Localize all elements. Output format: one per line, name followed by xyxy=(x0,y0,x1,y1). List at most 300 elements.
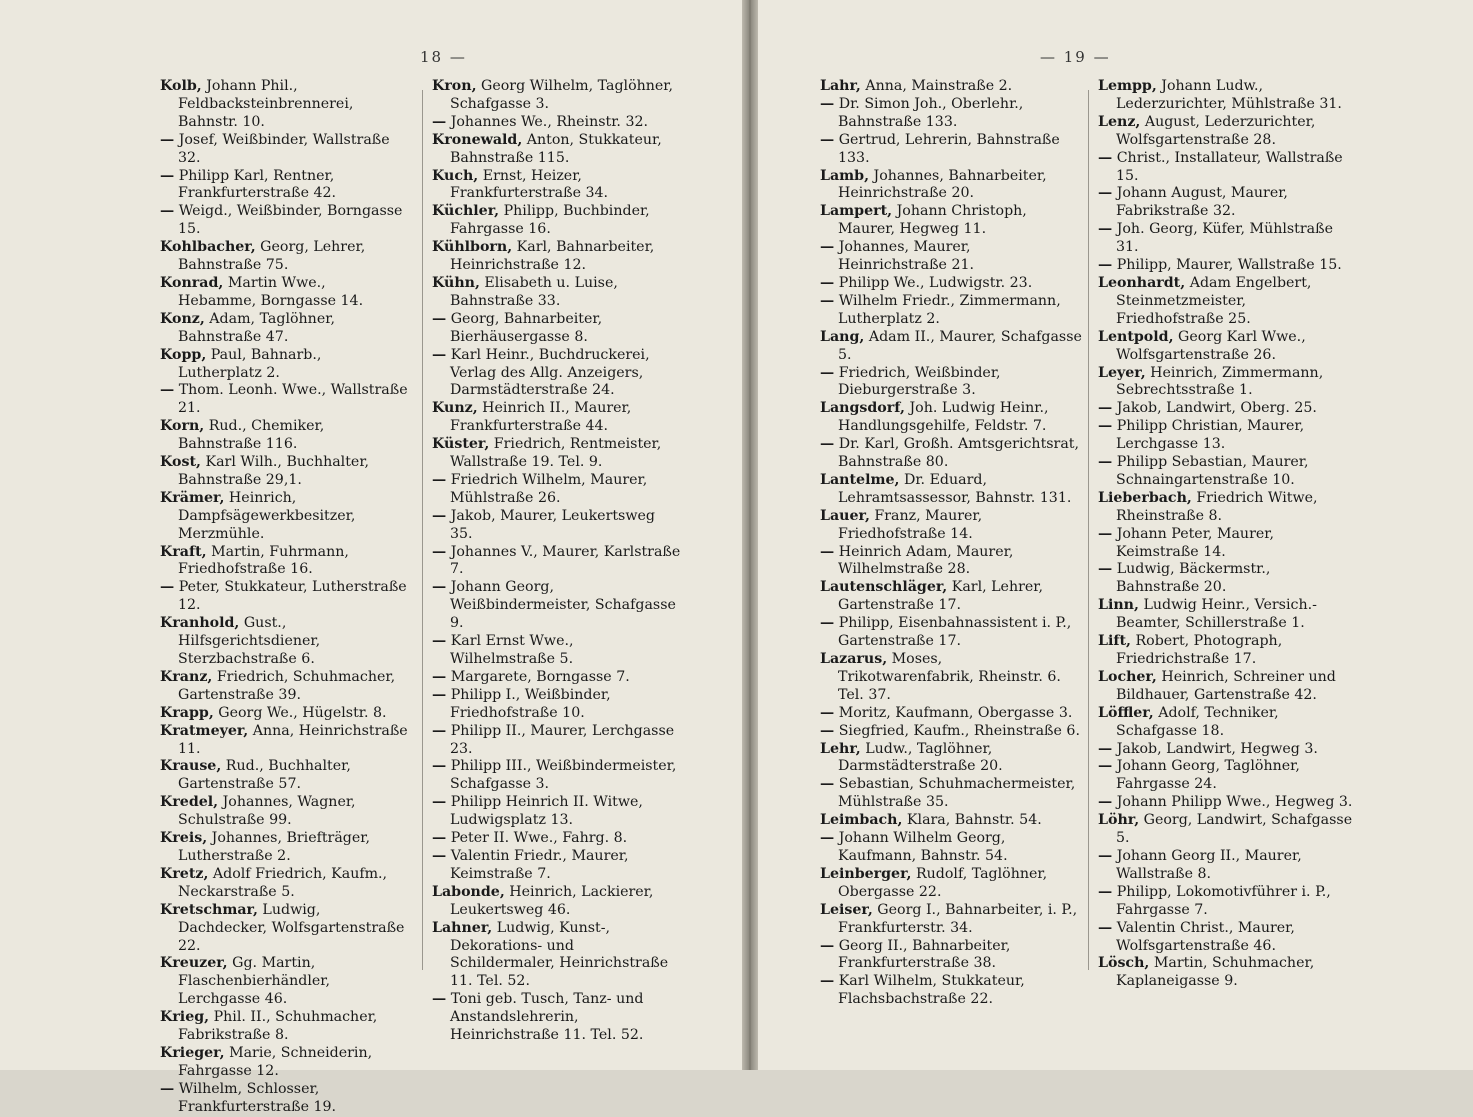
directory-entry xyxy=(1098,185,1353,221)
directory-entry xyxy=(160,1045,408,1081)
directory-entry xyxy=(432,723,682,759)
directory-entry xyxy=(160,78,408,132)
entry-surname: — xyxy=(1098,561,1113,578)
directory-entry xyxy=(1098,454,1353,490)
entry-details: Anna, Heinrichstraße 11. xyxy=(178,722,408,757)
entry-surname: — xyxy=(1098,418,1113,435)
directory-entry xyxy=(432,848,682,884)
entry-surname: Linn, xyxy=(1098,597,1139,614)
directory-entry xyxy=(820,705,1082,723)
entry-details: Johann Georg, Weißbindermeister, Schafgasse 9. xyxy=(446,579,676,632)
entry-details: Heinrich, Zimmermann, Sebrechtsstraße 1. xyxy=(1116,364,1324,399)
entry-details: Karl Wilh., Buchhalter, Bahnstraße 29,1. xyxy=(178,454,370,488)
directory-entry xyxy=(820,723,1082,741)
entry-details: Elisabeth u. Luise, Bahnstraße 33. xyxy=(450,274,618,309)
entry-surname: Labonde, xyxy=(432,883,505,900)
entry-surname: — xyxy=(1098,740,1113,757)
directory-entry xyxy=(1098,669,1353,705)
directory-entry xyxy=(160,758,408,794)
directory-entry xyxy=(160,723,408,759)
entry-details: Johann Wilhelm Georg, Kaufmann, Bahnstr. 54. xyxy=(834,830,1008,864)
entry-surname: Kühlborn, xyxy=(432,239,513,256)
entry-surname: Lamb, xyxy=(820,167,870,184)
entry-details: Adam Engelbert, Steinmetzmeister, Friedhofstraße 25. xyxy=(1116,274,1312,327)
directory-entry xyxy=(160,705,408,723)
directory-entry xyxy=(820,132,1082,168)
directory-entry xyxy=(160,311,408,347)
entry-details: Philipp, Buchbinder, Fahrgasse 16. xyxy=(450,203,650,238)
directory-entry xyxy=(1098,150,1353,186)
directory-entry xyxy=(1098,114,1353,150)
entry-surname: — xyxy=(432,543,447,560)
directory-entry xyxy=(1098,920,1353,956)
entry-details: Johann Georg II., Maurer, Wallstraße 8. xyxy=(1112,847,1302,882)
directory-entry xyxy=(160,830,408,866)
entry-surname: Lahner, xyxy=(432,919,493,936)
entry-surname: Kredel, xyxy=(160,794,219,811)
directory-entry xyxy=(432,311,682,347)
entry-details: Philipp Heinrich II. Witwe, Ludwigsplatz 13. xyxy=(446,794,643,829)
entry-surname: Leiser, xyxy=(820,901,873,918)
entry-surname: Kolb, xyxy=(160,78,202,94)
entry-details: Klara, Bahnstr. 54. xyxy=(902,812,1042,829)
right-column-2 xyxy=(1098,78,1353,991)
entry-details: Philipp, Eisenbahnassistent i. P., Gartenstraße 17. xyxy=(834,615,1072,650)
entry-surname: — xyxy=(820,131,835,148)
entry-details: Rud., Buchhalter, Gartenstraße 57. xyxy=(178,758,351,793)
directory-entry xyxy=(820,651,1082,705)
directory-entry xyxy=(432,508,682,544)
entry-details: Karl Heinr., Buchdruckerei, Verlag des Allg. Anzeigers, Darmstädterstraße 24. xyxy=(446,346,650,399)
entry-surname: Langsdorf, xyxy=(820,400,905,417)
directory-entry xyxy=(820,973,1082,1009)
directory-entry xyxy=(820,329,1082,365)
entry-surname: Kuch, xyxy=(432,167,479,184)
directory-entry xyxy=(432,114,682,132)
directory-entry xyxy=(432,830,682,848)
directory-entry xyxy=(1098,365,1353,401)
entry-surname: Lieberbach, xyxy=(1098,489,1192,506)
entry-details: Martin Wwe., Hebamme, Borngasse 14. xyxy=(178,274,364,309)
entry-surname: Kühn, xyxy=(432,274,480,291)
entry-surname: Leyer, xyxy=(1098,364,1146,381)
entry-details: Karl, Lehrer, Gartenstraße 17. xyxy=(838,579,1044,614)
entry-details: Moritz, Kaufmann, Obergasse 3. xyxy=(834,704,1073,721)
entry-surname: — xyxy=(160,382,175,399)
entry-details: Margarete, Borngasse 7. xyxy=(446,668,630,685)
directory-entry xyxy=(820,830,1082,866)
entry-details: Joh. Georg, Küfer, Mühlstraße 31. xyxy=(1112,221,1333,256)
entry-details: Johann Ludw., Lederzurichter, Mühlstraße 31. xyxy=(1116,78,1342,112)
entry-surname: Löffler, xyxy=(1098,704,1154,721)
entry-details: Weigd., Weißbinder, Borngasse 15. xyxy=(174,203,403,238)
entry-surname: — xyxy=(160,1080,175,1097)
directory-entry xyxy=(820,239,1082,275)
entry-surname: Kronewald, xyxy=(432,131,523,148)
entry-surname: Kratmeyer, xyxy=(160,722,249,739)
entry-surname: Konrad, xyxy=(160,274,224,291)
entry-details: Johann August, Maurer, Fabrikstraße 32. xyxy=(1112,185,1288,220)
directory-entry xyxy=(160,544,408,580)
entry-details: Johannes, Bahnarbeiter, Heinrichstraße 20. xyxy=(838,167,1047,202)
directory-entry xyxy=(820,741,1082,777)
entry-details: Georg Karl Wwe., Wolfsgartenstraße 26. xyxy=(1116,328,1306,363)
entry-surname: — xyxy=(160,203,175,220)
entry-details: Karl Ernst Wwe., Wilhelmstraße 5. xyxy=(446,633,574,667)
right-page xyxy=(758,0,1473,1070)
entry-surname: Kretz, xyxy=(160,865,209,882)
directory-entry xyxy=(820,812,1082,830)
entry-details: Georg We., Hügelstr. 8. xyxy=(213,704,387,721)
entry-surname: — xyxy=(1098,794,1113,811)
entry-details: Dr. Simon Joh., Oberlehr., Bahnstraße 133. xyxy=(834,95,1024,130)
entry-details: Johannes We., Rheinstr. 32. xyxy=(446,113,649,130)
entry-details: Valentin Friedr., Maurer, Keimstraße 7. xyxy=(446,847,629,882)
entry-surname: Konz, xyxy=(160,310,205,327)
entry-surname: — xyxy=(1098,847,1113,864)
directory-entry xyxy=(160,866,408,902)
entry-details: Georg, Bahnarbeiter, Bierhäusergasse 8. xyxy=(446,310,603,345)
entry-details: Peter, Stukkateur, Lutherstraße 12. xyxy=(174,579,407,614)
left-column-2 xyxy=(432,78,682,1045)
entry-surname: — xyxy=(432,310,447,327)
entry-details: Rud., Chemiker, Bahnstraße 116. xyxy=(178,418,325,453)
entry-details: Jakob, Maurer, Leukertsweg 35. xyxy=(446,507,655,542)
directory-entry xyxy=(1098,526,1353,562)
directory-entry xyxy=(432,633,682,669)
directory-entry xyxy=(820,866,1082,902)
entry-surname: — xyxy=(820,704,835,721)
entry-surname: — xyxy=(432,668,447,685)
directory-entry xyxy=(1098,418,1353,454)
directory-entry xyxy=(432,275,682,311)
entry-details: Wilhelm Friedr., Zimmermann, Lutherplatz 2. xyxy=(834,292,1061,327)
entry-surname: Lauer, xyxy=(820,507,870,524)
entry-details: Sebastian, Schuhmachermeister, Mühlstraße 35. xyxy=(834,776,1076,811)
entry-details: Toni geb. Tusch, Tanz- und Anstandslehrerin, Heinrichstraße 11. Tel. 52. xyxy=(446,991,644,1044)
entry-details: Dr. Eduard, Lehramtsassessor, Bahnstr. 131. xyxy=(838,471,1072,506)
directory-entry xyxy=(820,436,1082,472)
directory-entry xyxy=(160,794,408,830)
right-column-1 xyxy=(820,78,1082,1009)
directory-entry xyxy=(432,794,682,830)
directory-entry xyxy=(432,884,682,920)
directory-entry xyxy=(1098,561,1353,597)
entry-surname: — xyxy=(160,579,175,596)
directory-entry xyxy=(1098,597,1353,633)
entry-surname: Leimbach, xyxy=(820,812,903,829)
entry-details: Johannes V., Maurer, Karlstraße 7. xyxy=(446,543,681,578)
book-gutter xyxy=(742,0,758,1070)
directory-entry xyxy=(160,579,408,615)
column-divider xyxy=(1088,90,1089,970)
entry-details: Wilhelm, Schlosser, Frankfurterstraße 19. xyxy=(174,1080,337,1115)
entry-details: Friedrich, Weißbinder, Dieburgerstraße 3. xyxy=(834,364,1001,399)
entry-surname: Lantelme, xyxy=(820,471,900,488)
entry-details: Heinrich, Lackierer, Leukertsweg 46. xyxy=(450,883,654,918)
entry-surname: Lift, xyxy=(1098,633,1131,650)
entry-details: Adolf, Techniker, Schafgasse 18. xyxy=(1116,704,1279,739)
directory-entry xyxy=(160,168,408,204)
entry-details: Ludwig, Dachdecker, Wolfsgartenstraße 22. xyxy=(178,901,405,954)
entry-surname: — xyxy=(160,167,175,184)
entry-surname: Lampert, xyxy=(820,203,893,220)
entry-surname: — xyxy=(820,274,835,291)
directory-entry xyxy=(432,168,682,204)
directory-entry xyxy=(160,382,408,418)
directory-entry xyxy=(820,168,1082,204)
entry-surname: — xyxy=(432,507,447,524)
directory-entry xyxy=(1098,257,1353,275)
entry-details: Franz, Maurer, Friedhofstraße 14. xyxy=(838,507,983,542)
directory-entry xyxy=(1098,490,1353,526)
entry-details: Georg II., Bahnarbeiter, Frankfurterstraße 38. xyxy=(834,937,1011,972)
entry-surname: Lehr, xyxy=(820,740,861,757)
entry-surname: — xyxy=(1098,454,1113,471)
entry-surname: Krieg, xyxy=(160,1009,210,1026)
entry-surname: — xyxy=(432,346,447,363)
directory-entry xyxy=(1098,221,1353,257)
entry-surname: Korn, xyxy=(160,418,205,435)
directory-entry xyxy=(820,938,1082,974)
entry-surname: Leonhardt, xyxy=(1098,274,1186,291)
entry-surname: — xyxy=(820,615,835,632)
entry-surname: — xyxy=(820,973,835,990)
entry-details: Philipp Karl, Rentner, Frankfurterstraße 42. xyxy=(174,167,337,202)
entry-surname: — xyxy=(820,292,835,309)
directory-entry xyxy=(820,365,1082,401)
entry-details: Paul, Bahnarb., Lutherplatz 2. xyxy=(178,346,322,381)
entry-details: Johann Christoph, Maurer, Hegweg 11. xyxy=(838,203,1027,238)
entry-surname: Lösch, xyxy=(1098,955,1150,972)
directory-entry xyxy=(432,203,682,239)
entry-details: Johannes, Briefträger, Lutherstraße 2. xyxy=(178,830,371,864)
entry-surname: — xyxy=(1098,400,1113,417)
entry-details: Johann Phil., Feldbacksteinbrennerei, Bahnstr. 10. xyxy=(178,78,354,130)
entry-details: Valentin Christ., Maurer, Wolfsgartenstraße 46. xyxy=(1112,919,1295,954)
directory-entry xyxy=(1098,955,1353,991)
entry-details: Heinrich II., Maurer, Frankfurterstraße 44. xyxy=(450,400,632,435)
directory-entry xyxy=(1098,78,1353,114)
directory-entry xyxy=(820,508,1082,544)
entry-surname: Krause, xyxy=(160,758,222,775)
directory-entry xyxy=(820,275,1082,293)
entry-details: Ludwig, Kunst-, Dekorations- und Schildermaler, Heinrichstraße 11. Tel. 52. xyxy=(450,919,669,990)
entry-surname: — xyxy=(432,579,447,596)
entry-details: Georg, Landwirt, Schafgasse 5. xyxy=(1116,812,1353,847)
directory-entry xyxy=(1098,884,1353,920)
entry-surname: Kretschmar, xyxy=(160,901,258,918)
directory-entry xyxy=(432,400,682,436)
entry-surname: — xyxy=(432,847,447,864)
entry-surname: Kohlbacher, xyxy=(160,239,256,256)
directory-entry xyxy=(432,78,682,114)
entry-surname: — xyxy=(432,991,447,1008)
entry-details: Friedrich Wilhelm, Maurer, Mühlstraße 26. xyxy=(446,471,648,506)
entry-surname: — xyxy=(432,794,447,811)
entry-surname: Lahr, xyxy=(820,78,861,94)
entry-details: Robert, Photograph, Friedrichstraße 17. xyxy=(1116,633,1283,667)
entry-details: Ludwig, Bäckermstr., Bahnstraße 20. xyxy=(1112,561,1271,596)
entry-details: Georg, Lehrer, Bahnstraße 75. xyxy=(178,239,366,274)
entry-surname: Lautenschläger, xyxy=(820,579,948,596)
entry-surname: — xyxy=(432,830,447,847)
left-column-1 xyxy=(160,78,408,1117)
entry-surname: Locher, xyxy=(1098,668,1157,685)
entry-surname: Kranhold, xyxy=(160,615,240,632)
entry-details: Siegfried, Kaufm., Rheinstraße 6. xyxy=(834,722,1080,739)
entry-surname: Krapp, xyxy=(160,704,214,721)
entry-surname: — xyxy=(432,722,447,739)
entry-surname: — xyxy=(1098,149,1113,166)
entry-surname: Lentpold, xyxy=(1098,328,1174,345)
entry-details: Gust., Hilfsgerichtsdiener, Sterzbachstraße 6. xyxy=(178,615,321,667)
entry-surname: Leinberger, xyxy=(820,865,912,882)
entry-details: Johannes, Wagner, Schulstraße 99. xyxy=(178,794,356,829)
directory-entry xyxy=(160,669,408,705)
entry-details: Georg I., Bahnarbeiter, i. P., Frankfurterstr. 34. xyxy=(838,901,1078,936)
entry-surname: Küster, xyxy=(432,436,490,453)
entry-details: Ernst, Heizer, Frankfurterstraße 34. xyxy=(450,167,609,202)
directory-entry xyxy=(160,275,408,311)
entry-details: Philipp, Lokomotivführer i. P., Fahrgasse 7. xyxy=(1112,883,1331,918)
entry-details: Heinrich, Dampfsägewerkbesitzer, Merzmühle. xyxy=(178,489,356,542)
directory-entry xyxy=(820,615,1082,651)
entry-details: Philipp III., Weißbindermeister, Schafgasse 3. xyxy=(446,758,677,793)
entry-details: Jakob, Landwirt, Oberg. 25. xyxy=(1112,400,1317,417)
directory-entry xyxy=(1098,741,1353,759)
directory-entry xyxy=(160,347,408,383)
entry-surname: — xyxy=(432,633,447,650)
entry-details: Jakob, Landwirt, Hegweg 3. xyxy=(1112,740,1318,757)
entry-surname: Küchler, xyxy=(432,203,500,220)
entry-surname: Kranz, xyxy=(160,668,213,685)
entry-details: Ludwig Heinr., Versich.-Beamter, Schillerstraße 1. xyxy=(1116,597,1317,632)
directory-entry xyxy=(820,902,1082,938)
directory-entry xyxy=(160,490,408,544)
directory-entry xyxy=(160,955,408,1009)
entry-details: Joh. Ludwig Heinr., Handlungsgehilfe, Feldstr. 7. xyxy=(838,400,1049,435)
entry-details: Martin, Schuhmacher, Kaplaneigasse 9. xyxy=(1116,955,1315,990)
directory-entry xyxy=(1098,758,1353,794)
directory-entry xyxy=(432,239,682,275)
entry-details: Rudolf, Taglöhner, Obergasse 22. xyxy=(838,865,1048,900)
entry-surname: Krämer, xyxy=(160,489,225,506)
directory-entry xyxy=(820,78,1082,96)
entry-details: August, Lederzurichter, Wolfsgartenstraße 28. xyxy=(1116,113,1316,148)
directory-entry xyxy=(160,203,408,239)
entry-details: Peter II. Wwe., Fahrg. 8. xyxy=(446,830,628,847)
directory-entry xyxy=(820,776,1082,812)
directory-entry xyxy=(432,758,682,794)
entry-surname: — xyxy=(820,543,835,560)
directory-entry xyxy=(820,579,1082,615)
entry-details: Martin, Fuhrmann, Friedhofstraße 16. xyxy=(178,543,349,578)
entry-details: Johann Peter, Maurer, Keimstraße 14. xyxy=(1112,525,1274,560)
directory-entry xyxy=(160,239,408,275)
entry-surname: — xyxy=(820,95,835,112)
entry-surname: — xyxy=(1098,525,1113,542)
entry-surname: Kreuzer, xyxy=(160,955,228,972)
entry-surname: — xyxy=(820,239,835,256)
directory-entry xyxy=(160,1009,408,1045)
directory-entry xyxy=(160,132,408,168)
directory-entry xyxy=(820,472,1082,508)
entry-surname: — xyxy=(432,686,447,703)
entry-details: Ludw., Taglöhner, Darmstädterstraße 20. xyxy=(838,740,1003,775)
directory-entry xyxy=(432,544,682,580)
entry-details: Philipp Christian, Maurer, Lerchgasse 13. xyxy=(1112,418,1305,453)
entry-details: Anton, Stukkateur, Bahnstraße 115. xyxy=(450,131,662,166)
entry-surname: Lenz, xyxy=(1098,113,1141,130)
entry-surname: Kron, xyxy=(432,78,477,94)
directory-entry xyxy=(432,920,682,992)
directory-entry xyxy=(432,132,682,168)
directory-entry xyxy=(820,293,1082,329)
entry-details: Friedrich, Schuhmacher, Gartenstraße 39. xyxy=(178,668,396,703)
directory-entry xyxy=(1098,633,1353,669)
entry-details: Johann Philipp Wwe., Hegweg 3. xyxy=(1112,794,1353,811)
directory-entry xyxy=(1098,329,1353,365)
entry-surname: — xyxy=(160,131,175,148)
directory-entry xyxy=(1098,812,1353,848)
directory-entry xyxy=(820,544,1082,580)
entry-details: Georg Wilhelm, Taglöhner, Schafgasse 3. xyxy=(450,78,674,112)
directory-entry xyxy=(432,347,682,401)
entry-details: Adolf Friedrich, Kaufm., Neckarstraße 5. xyxy=(178,865,388,900)
entry-details: Philipp, Maurer, Wallstraße 15. xyxy=(1112,257,1342,274)
entry-surname: Lempp, xyxy=(1098,78,1157,94)
entry-surname: — xyxy=(820,722,835,739)
entry-surname: — xyxy=(432,113,447,130)
entry-details: Philipp II., Maurer, Lerchgasse 23. xyxy=(446,722,675,757)
directory-entry xyxy=(1098,400,1353,418)
directory-entry xyxy=(820,96,1082,132)
directory-entry xyxy=(1098,794,1353,812)
entry-details: Karl, Bahnarbeiter, Heinrichstraße 12. xyxy=(450,239,655,274)
directory-entry xyxy=(160,418,408,454)
entry-details: Dr. Karl, Großh. Amtsgerichtsrat, Bahnstraße 80. xyxy=(834,436,1079,471)
directory-entry xyxy=(820,400,1082,436)
directory-entry xyxy=(432,472,682,508)
entry-details: Philipp I., Weißbinder, Friedhofstraße 10. xyxy=(446,686,611,721)
entry-details: Moses, Trikotwarenfabrik, Rheinstr. 6. Tel. 37. xyxy=(838,651,1061,703)
entry-surname: — xyxy=(432,758,447,775)
entry-surname: — xyxy=(820,364,835,381)
entry-details: Christ., Installateur, Wallstraße 15. xyxy=(1112,149,1343,184)
entry-details: Philipp Sebastian, Maurer, Schnaingartenstraße 10. xyxy=(1112,454,1309,488)
entry-details: Johannes, Maurer, Heinrichstraße 21. xyxy=(834,239,975,274)
directory-entry xyxy=(432,687,682,723)
entry-details: Adam II., Maurer, Schafgasse 5. xyxy=(838,328,1082,363)
entry-surname: — xyxy=(820,830,835,847)
entry-surname: — xyxy=(1098,883,1113,900)
entry-details: Friedrich Witwe, Rheinstraße 8. xyxy=(1116,489,1318,524)
directory-entry xyxy=(160,615,408,669)
entry-details: Gg. Martin, Flaschenbierhändler, Lerchgasse 46. xyxy=(178,955,331,1008)
directory-entry xyxy=(160,454,408,490)
directory-entry xyxy=(432,436,682,472)
page-number-right: — 19 — xyxy=(1040,48,1111,66)
entry-details: Heinrich Adam, Maurer, Wilhelmstraße 28. xyxy=(834,543,1014,578)
directory-entry xyxy=(432,991,682,1045)
entry-surname: Lazarus, xyxy=(820,651,888,667)
entry-surname: Kopp, xyxy=(160,346,207,363)
entry-surname: — xyxy=(1098,185,1113,202)
directory-entry xyxy=(432,579,682,633)
entry-details: Philipp We., Ludwigstr. 23. xyxy=(834,274,1033,291)
entry-details: Thom. Leonh. Wwe., Wallstraße 21. xyxy=(174,382,408,417)
